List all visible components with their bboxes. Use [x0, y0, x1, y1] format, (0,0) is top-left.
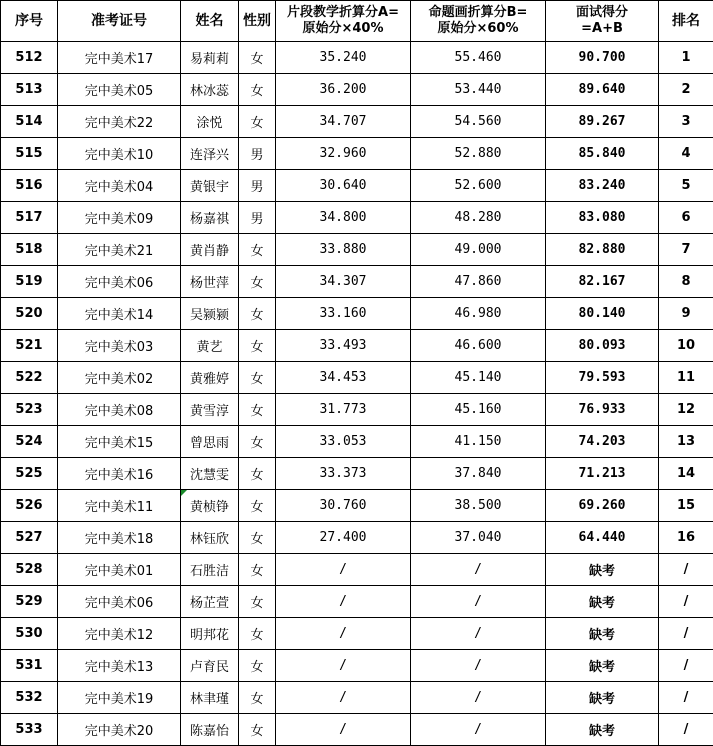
cell-name: 陈嘉怡 — [181, 714, 239, 746]
cell-score-b: 46.980 — [411, 298, 546, 330]
header-score-a-line1: 片段教学折算分A= — [287, 5, 399, 20]
header-rank: 排名 — [659, 1, 713, 42]
cell-seq: 517 — [1, 202, 58, 234]
cell-score-b: 45.160 — [411, 394, 546, 426]
cell-seq: 518 — [1, 234, 58, 266]
cell-score-a: 33.160 — [276, 298, 411, 330]
cell-seq: 522 — [1, 362, 58, 394]
cell-name: 林钰欣 — [181, 522, 239, 554]
header-score-b-line1: 命题画折算分B= — [429, 5, 528, 20]
cell-rank: 5 — [659, 170, 713, 202]
cell-exam-id: 完中美术18 — [58, 522, 181, 554]
cell-score-a: 27.400 — [276, 522, 411, 554]
header-total-line1: 面试得分 — [576, 5, 628, 20]
cell-name: 连泽兴 — [181, 138, 239, 170]
cell-total: 89.267 — [546, 106, 659, 138]
cell-score-b: 49.000 — [411, 234, 546, 266]
cell-name: 石胜洁 — [181, 554, 239, 586]
cell-exam-id: 完中美术08 — [58, 394, 181, 426]
table-row — [1, 522, 713, 554]
cell-name: 黄艺 — [181, 330, 239, 362]
cell-exam-id: 完中美术12 — [58, 618, 181, 650]
cell-gender: 女 — [239, 234, 276, 266]
cell-rank: 10 — [659, 330, 713, 362]
table-row — [1, 106, 713, 138]
cell-gender: 男 — [239, 138, 276, 170]
cell-total: 85.840 — [546, 138, 659, 170]
cell-score-b: 38.500 — [411, 490, 546, 522]
cell-total: 82.167 — [546, 266, 659, 298]
cell-rank: 13 — [659, 426, 713, 458]
cell-exam-id: 完中美术17 — [58, 42, 181, 74]
cell-name: 沈慧雯 — [181, 458, 239, 490]
cell-gender: 女 — [239, 458, 276, 490]
cell-exam-id: 完中美术15 — [58, 426, 181, 458]
header-score-b-line2: 原始分×60% — [437, 21, 518, 36]
cell-gender: 女 — [239, 42, 276, 74]
cell-seq: 519 — [1, 266, 58, 298]
cell-total: 79.593 — [546, 362, 659, 394]
cell-score-a: 36.200 — [276, 74, 411, 106]
cell-rank: 11 — [659, 362, 713, 394]
cell-seq: 531 — [1, 650, 58, 682]
cell-score-b: 46.600 — [411, 330, 546, 362]
cell-score-a: 33.373 — [276, 458, 411, 490]
cell-score-a: 33.493 — [276, 330, 411, 362]
cell-name: 黄肖静 — [181, 234, 239, 266]
cell-score-b: / — [411, 554, 546, 586]
cell-gender: 女 — [239, 714, 276, 746]
cell-seq: 514 — [1, 106, 58, 138]
table-row — [1, 170, 713, 202]
cell-name: 吴颍颍 — [181, 298, 239, 330]
cell-rank: / — [659, 714, 713, 746]
cell-score-b: 37.040 — [411, 522, 546, 554]
cell-name: 杨嘉祺 — [181, 202, 239, 234]
cell-rank: 9 — [659, 298, 713, 330]
cell-exam-id: 完中美术14 — [58, 298, 181, 330]
cell-score-a: / — [276, 554, 411, 586]
cell-exam-id: 完中美术19 — [58, 682, 181, 714]
cell-seq: 512 — [1, 42, 58, 74]
cell-total: 71.213 — [546, 458, 659, 490]
cell-total: 缺考 — [546, 682, 659, 714]
cell-exam-id: 完中美术03 — [58, 330, 181, 362]
cell-total: 缺考 — [546, 554, 659, 586]
cell-score-b: / — [411, 682, 546, 714]
cell-score-b: 53.440 — [411, 74, 546, 106]
cell-gender: 女 — [239, 266, 276, 298]
cell-exam-id: 完中美术06 — [58, 586, 181, 618]
cell-exam-id: 完中美术11 — [58, 490, 181, 522]
cell-total: 缺考 — [546, 618, 659, 650]
cell-exam-id: 完中美术10 — [58, 138, 181, 170]
cell-gender: 女 — [239, 554, 276, 586]
cell-total: 缺考 — [546, 586, 659, 618]
table-row — [1, 426, 713, 458]
cell-total: 90.700 — [546, 42, 659, 74]
cell-name: 涂悦 — [181, 106, 239, 138]
cell-gender: 女 — [239, 618, 276, 650]
table-row — [1, 266, 713, 298]
cell-seq: 525 — [1, 458, 58, 490]
cell-rank: 8 — [659, 266, 713, 298]
cell-rank: 7 — [659, 234, 713, 266]
cell-score-a: 30.640 — [276, 170, 411, 202]
cell-seq: 515 — [1, 138, 58, 170]
cell-gender: 女 — [239, 298, 276, 330]
cell-score-a: / — [276, 714, 411, 746]
table-row — [1, 202, 713, 234]
cell-name: 杨芷萱 — [181, 586, 239, 618]
cell-score-b: 41.150 — [411, 426, 546, 458]
table-row — [1, 298, 713, 330]
cell-score-a: 30.760 — [276, 490, 411, 522]
table-row — [1, 394, 713, 426]
cell-exam-id: 完中美术20 — [58, 714, 181, 746]
cell-exam-id: 完中美术06 — [58, 266, 181, 298]
cell-score-a: 32.960 — [276, 138, 411, 170]
cell-gender: 女 — [239, 490, 276, 522]
cell-seq: 523 — [1, 394, 58, 426]
cell-total: 69.260 — [546, 490, 659, 522]
cell-exam-id: 完中美术16 — [58, 458, 181, 490]
cell-score-a: 33.880 — [276, 234, 411, 266]
cell-seq: 528 — [1, 554, 58, 586]
header-name: 姓名 — [181, 1, 239, 42]
header-score-a — [276, 1, 411, 42]
cell-gender: 女 — [239, 682, 276, 714]
cell-rank: 15 — [659, 490, 713, 522]
cell-seq: 524 — [1, 426, 58, 458]
table-row — [1, 682, 713, 714]
cell-name: 明邦花 — [181, 618, 239, 650]
cell-exam-id: 完中美术22 — [58, 106, 181, 138]
cell-total: 缺考 — [546, 650, 659, 682]
cell-rank: / — [659, 554, 713, 586]
cell-rank: 12 — [659, 394, 713, 426]
cell-name: 黄桢铮 — [181, 490, 239, 522]
table-row — [1, 714, 713, 746]
table-row — [1, 490, 713, 522]
cell-name: 易莉莉 — [181, 42, 239, 74]
cell-score-b: / — [411, 586, 546, 618]
cell-score-b: 47.860 — [411, 266, 546, 298]
cell-name: 黄雪淳 — [181, 394, 239, 426]
cell-seq: 529 — [1, 586, 58, 618]
table-row — [1, 74, 713, 106]
cell-rank: 16 — [659, 522, 713, 554]
table-row — [1, 618, 713, 650]
header-total — [546, 1, 659, 42]
table-row — [1, 554, 713, 586]
cell-total: 89.640 — [546, 74, 659, 106]
cell-seq: 532 — [1, 682, 58, 714]
cell-exam-id: 完中美术21 — [58, 234, 181, 266]
cell-rank: 3 — [659, 106, 713, 138]
cell-rank: 6 — [659, 202, 713, 234]
cell-total: 76.933 — [546, 394, 659, 426]
cell-seq: 513 — [1, 74, 58, 106]
table-row — [1, 650, 713, 682]
table-row — [1, 458, 713, 490]
cell-score-a: 34.800 — [276, 202, 411, 234]
cell-score-b: 55.460 — [411, 42, 546, 74]
table-row — [1, 138, 713, 170]
cell-score-a: / — [276, 650, 411, 682]
cell-score-a: / — [276, 618, 411, 650]
header-score-b — [411, 1, 546, 42]
cell-gender: 女 — [239, 106, 276, 138]
cell-seq: 520 — [1, 298, 58, 330]
cell-score-a: 33.053 — [276, 426, 411, 458]
header-row — [1, 1, 713, 42]
cell-exam-id: 完中美术05 — [58, 74, 181, 106]
table-row — [1, 362, 713, 394]
cell-score-b: / — [411, 650, 546, 682]
cell-score-a: / — [276, 682, 411, 714]
cell-seq: 533 — [1, 714, 58, 746]
table-body — [1, 42, 713, 746]
cell-exam-id: 完中美术09 — [58, 202, 181, 234]
table-row — [1, 42, 713, 74]
cell-score-b: 54.560 — [411, 106, 546, 138]
table-row — [1, 586, 713, 618]
cell-exam-id: 完中美术01 — [58, 554, 181, 586]
cell-rank: / — [659, 682, 713, 714]
cell-name: 杨世萍 — [181, 266, 239, 298]
table-row — [1, 234, 713, 266]
cell-score-b: 52.880 — [411, 138, 546, 170]
cell-gender: 男 — [239, 202, 276, 234]
cell-score-b: / — [411, 714, 546, 746]
cell-gender: 女 — [239, 586, 276, 618]
cell-gender: 女 — [239, 362, 276, 394]
cell-name: 卢育民 — [181, 650, 239, 682]
cell-exam-id: 完中美术04 — [58, 170, 181, 202]
header-score-a-line2: 原始分×40% — [302, 21, 383, 36]
table-row — [1, 330, 713, 362]
cell-name: 林冰蕊 — [181, 74, 239, 106]
header-gender: 性别 — [239, 1, 276, 42]
cell-seq: 530 — [1, 618, 58, 650]
cell-indicator-icon — [181, 490, 187, 496]
cell-rank: 1 — [659, 42, 713, 74]
cell-gender: 女 — [239, 522, 276, 554]
cell-rank: 2 — [659, 74, 713, 106]
cell-rank: 14 — [659, 458, 713, 490]
cell-score-a: 34.453 — [276, 362, 411, 394]
cell-name: 曾思雨 — [181, 426, 239, 458]
cell-score-a: 31.773 — [276, 394, 411, 426]
cell-name: 黄雅婷 — [181, 362, 239, 394]
cell-gender: 男 — [239, 170, 276, 202]
cell-rank: / — [659, 618, 713, 650]
cell-exam-id: 完中美术13 — [58, 650, 181, 682]
cell-total: 64.440 — [546, 522, 659, 554]
cell-score-a: 34.307 — [276, 266, 411, 298]
header-exam-id: 准考证号 — [58, 1, 181, 42]
cell-total: 83.080 — [546, 202, 659, 234]
header-seq: 序号 — [1, 1, 58, 42]
cell-name: 林聿瑾 — [181, 682, 239, 714]
header-total-line2: =A+B — [581, 21, 623, 36]
cell-seq: 516 — [1, 170, 58, 202]
cell-score-a: 34.707 — [276, 106, 411, 138]
cell-score-a: 35.240 — [276, 42, 411, 74]
cell-total: 80.093 — [546, 330, 659, 362]
cell-score-b: 45.140 — [411, 362, 546, 394]
cell-gender: 女 — [239, 330, 276, 362]
cell-gender: 女 — [239, 650, 276, 682]
cell-seq: 521 — [1, 330, 58, 362]
cell-score-a: / — [276, 586, 411, 618]
cell-exam-id: 完中美术02 — [58, 362, 181, 394]
cell-total: 80.140 — [546, 298, 659, 330]
cell-seq: 527 — [1, 522, 58, 554]
cell-rank: 4 — [659, 138, 713, 170]
cell-name: 黄银宇 — [181, 170, 239, 202]
cell-total: 缺考 — [546, 714, 659, 746]
cell-score-b: 48.280 — [411, 202, 546, 234]
cell-gender: 女 — [239, 426, 276, 458]
cell-total: 83.240 — [546, 170, 659, 202]
cell-score-b: 37.840 — [411, 458, 546, 490]
cell-gender: 女 — [239, 394, 276, 426]
cell-score-b: / — [411, 618, 546, 650]
cell-score-b: 52.600 — [411, 170, 546, 202]
cell-rank: / — [659, 586, 713, 618]
cell-total: 82.880 — [546, 234, 659, 266]
cell-total: 74.203 — [546, 426, 659, 458]
cell-gender: 女 — [239, 74, 276, 106]
cell-seq: 526 — [1, 490, 58, 522]
cell-rank: / — [659, 650, 713, 682]
